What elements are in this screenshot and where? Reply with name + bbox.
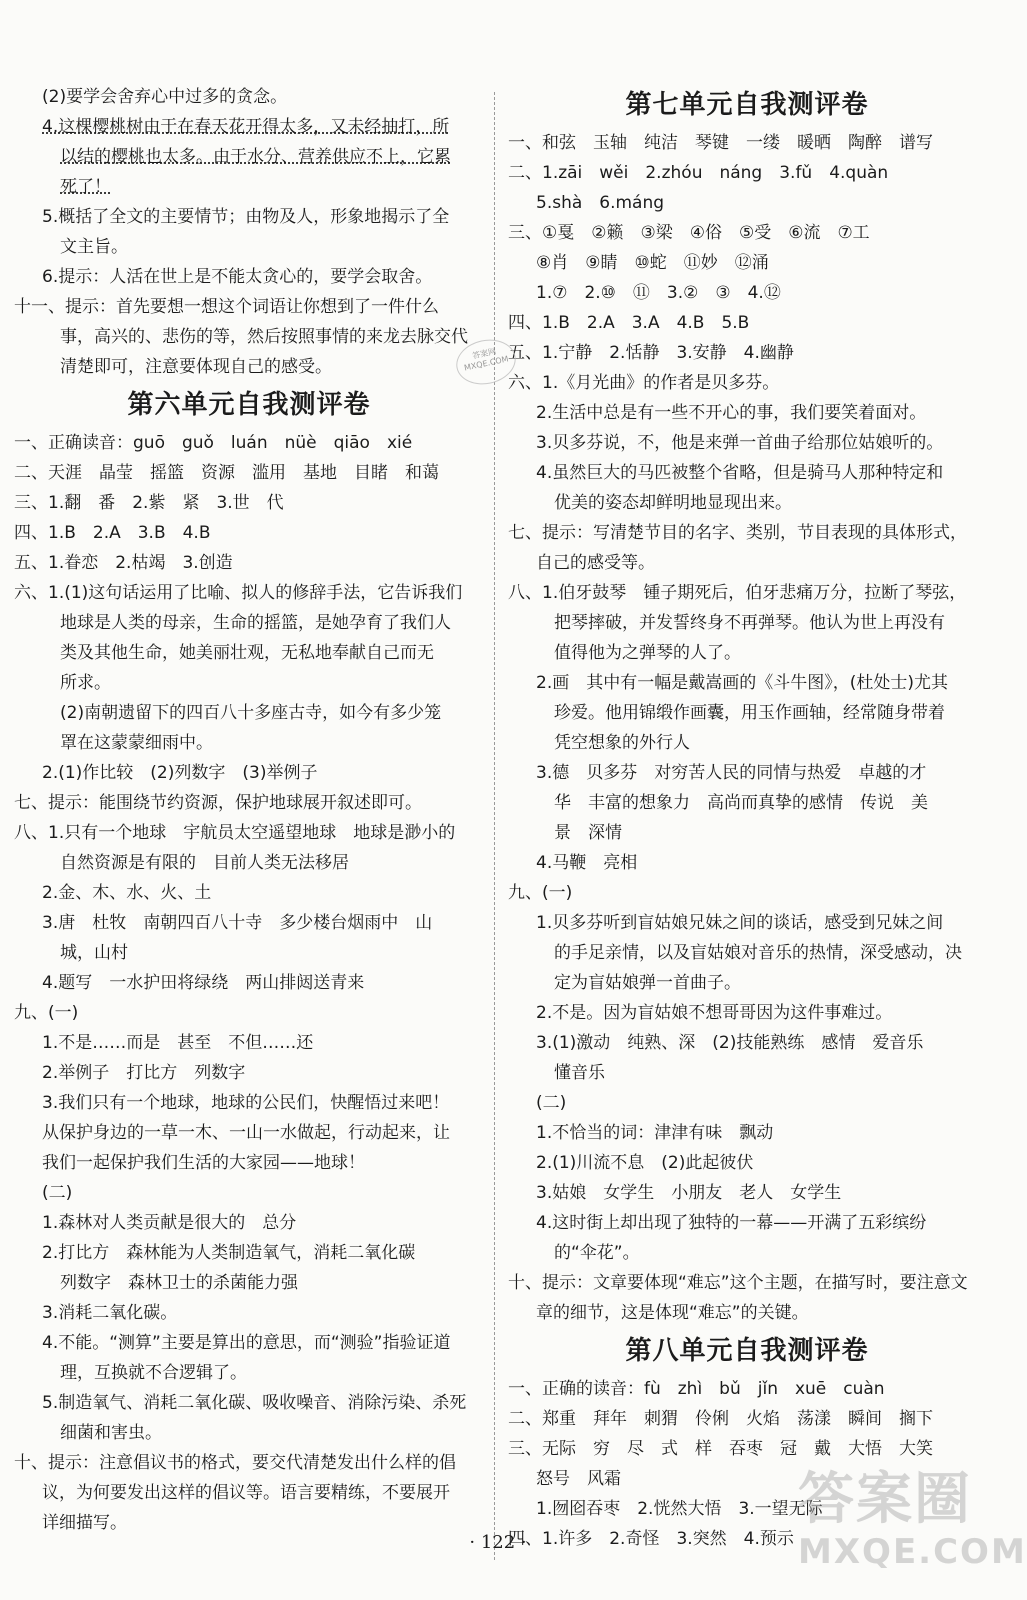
text-line: 一、正确读音：guō guǒ luán nüè qiāo xié xyxy=(14,433,413,453)
column-divider xyxy=(494,92,495,1560)
text-line: 列数字 森林卫士的杀菌能力强 xyxy=(60,1273,298,1293)
text-line: 4.这棵樱桃树由于在春天花开得太多，又未经抽打，所 xyxy=(42,117,450,137)
section-heading-unit-6: 第六单元自我测评卷 xyxy=(127,390,371,420)
text-line: 二、1.zāi wěi 2.zhóu náng 3.fǔ 4.quàn xyxy=(508,163,889,183)
watermark-text: MXQE.COM xyxy=(798,1532,1027,1572)
text-line: 九、(一) xyxy=(508,883,573,903)
text-line: 五、1.宁静 2.恬静 3.安静 4.幽静 xyxy=(508,343,794,363)
text-line: (2)南朝遗留下的四百八十多座古寺，如今有多少笼 xyxy=(60,703,442,723)
text-line: 值得他为之弹琴的人了。 xyxy=(554,643,741,663)
text-line: 地球是人类的母亲，生命的摇篮，是她孕育了我们人 xyxy=(60,613,451,633)
text-line: 自然资源是有限的 目前人类无法移居 xyxy=(60,853,349,873)
text-line: 自己的感受等。 xyxy=(536,553,655,573)
text-line: 4.这时街上却出现了独特的一幕——开满了五彩缤纷 xyxy=(536,1213,927,1233)
text-line: 三、无际 穷 尽 式 样 吞枣 冠 戴 大悟 大笑 xyxy=(508,1439,933,1459)
text-line: 3.唐 杜牧 南朝四百八十寺 多少楼台烟雨中 山 xyxy=(42,913,433,933)
text-line: 3.我们只有一个地球，地球的公民们，快醒悟过来吧！ xyxy=(42,1093,450,1113)
text-line: 九、(一) xyxy=(14,1003,79,1023)
text-line: 以结的樱桃也太多。由于水分、营养供应不上，它累 xyxy=(60,147,451,167)
text-line: 珍爱。他用锦缎作画囊，用玉作画轴，经常随身带着 xyxy=(554,703,945,723)
text-line: 1.不恰当的词：津津有味 飘动 xyxy=(536,1123,774,1143)
text-line: 3.消耗二氧化碳。 xyxy=(42,1303,178,1323)
text-line: 八、1.伯牙鼓琴 锺子期死后，伯牙悲痛万分，拉断了琴弦， xyxy=(508,583,967,603)
text-line: 1.贝多芬听到盲姑娘兄妹之间的谈话，感受到兄妹之间 xyxy=(536,913,944,933)
text-line: 六、1.《月光曲》的作者是贝多芬。 xyxy=(508,373,780,393)
text-line: 定为盲姑娘弹一首曲子。 xyxy=(554,973,741,993)
text-line: 五、1.眷恋 2.枯竭 3.创造 xyxy=(14,553,233,573)
text-line: 八、1.只有一个地球 宇航员太空遥望地球 地球是渺小的 xyxy=(14,823,456,843)
text-line: 的“伞花”。 xyxy=(554,1243,640,1263)
text-line: 2.金、木、水、火、土 xyxy=(42,883,212,903)
text-line: 从保护身边的一草一木、一山一水做起，行动起来，让 xyxy=(42,1123,450,1143)
section-heading-unit-7: 第七单元自我测评卷 xyxy=(625,90,869,120)
text-line: 3.德 贝多芬 对穷苦人民的同情与热爱 卓越的才 xyxy=(536,763,927,783)
text-line: 2.生活中总是有一些不开心的事，我们要笑着面对。 xyxy=(536,403,927,423)
text-line: 景 深情 xyxy=(554,823,622,843)
text-line: 十一、提示：首先要想一想这个词语让你想到了一件什么 xyxy=(14,297,439,317)
text-line: 5.概括了全文的主要情节；由物及人，形象地揭示了全 xyxy=(42,207,450,227)
text-line: 1.不是……而是 甚至 不但……还 xyxy=(42,1033,314,1053)
text-line: 细菌和害虫。 xyxy=(60,1423,162,1443)
text-line: 三、1.翻 番 2.紫 紧 3.世 代 xyxy=(14,493,284,513)
text-line: 5.制造氧气、消耗二氧化碳、吸收噪音、消除污染、杀死 xyxy=(42,1393,467,1413)
text-line: 3.(1)激动 纯熟、深 (2)技能熟练 感情 爱音乐 xyxy=(536,1033,924,1053)
text-line: 的手足亲情，以及盲姑娘对音乐的热情，深受感动，决 xyxy=(554,943,962,963)
watermark-logo: 答案圈 xyxy=(798,1467,972,1532)
text-line: 文主旨。 xyxy=(60,237,128,257)
text-line: 2.打比方 森林能为人类制造氧气，消耗二氧化碳 xyxy=(42,1243,416,1263)
text-line: 懂音乐 xyxy=(554,1063,605,1083)
text-line: 我们一起保护我们生活的大家园——地球！ xyxy=(42,1153,365,1173)
text-line: 3.贝多芬说，不，他是来弹一首曲子给那位姑娘听的。 xyxy=(536,433,944,453)
text-line: 优美的姿态却鲜明地显现出来。 xyxy=(554,493,792,513)
text-line: 1.囫囵吞枣 2.恍然大悟 3.一望无际 xyxy=(536,1499,823,1519)
text-line: 怒号 风霜 xyxy=(536,1469,621,1489)
text-line: 死了！ xyxy=(60,177,111,197)
text-line: 2.(1)川流不息 (2)此起彼伏 xyxy=(536,1153,754,1173)
text-line: 4.马鞭 亮相 xyxy=(536,853,638,873)
text-line: 城，山村 xyxy=(60,943,128,963)
text-line: 四、1.许多 2.奇怪 3.突然 4.预示 xyxy=(508,1529,794,1549)
text-line: 章的细节，这是体现“难忘”的关键。 xyxy=(536,1303,809,1323)
text-line: 所求。 xyxy=(60,673,111,693)
page-number: · 122 · xyxy=(469,1532,527,1553)
text-line: 四、1.B 2.A 3.B 4.B xyxy=(14,523,211,543)
text-line: 4.虽然巨大的马匹被整个省略，但是骑马人那种特定和 xyxy=(536,463,944,483)
text-line: 把琴摔破，并发誓终身不再弹琴。他认为世上再没有 xyxy=(554,613,945,633)
text-line: 一、正确的读音：fù zhì bǔ jǐn xuē cuàn xyxy=(508,1379,885,1399)
text-line: 七、提示：写清楚节目的名字、类别，节目表现的具体形式， xyxy=(508,523,967,543)
left-column xyxy=(14,82,484,1538)
text-line: 六、1.(1)这句话运用了比喻、拟人的修辞手法，它告诉我们 xyxy=(14,583,463,603)
text-line: 议，为何要发出这样的倡议等。语言要精练，不要展开 xyxy=(42,1483,450,1503)
stamp-text: 答案网 MXQE.COM xyxy=(463,346,510,373)
text-line: 3.姑娘 女学生 小朋友 老人 女学生 xyxy=(536,1183,842,1203)
section-heading-unit-8: 第八单元自我测评卷 xyxy=(625,1336,869,1366)
text-line: 2.举例子 打比方 列数字 xyxy=(42,1063,246,1083)
text-line: 4.不能。“测算”主要是算出的意思，而“测验”指验证道 xyxy=(42,1333,451,1353)
text-line: 2.(1)作比较 (2)列数字 (3)举例子 xyxy=(42,763,318,783)
text-line: 二、天涯 晶莹 摇篮 资源 滥用 基地 目睹 和蔼 xyxy=(14,463,439,483)
text-line: 一、和弦 玉轴 纯洁 琴键 一缕 暖晒 陶醉 谱写 xyxy=(508,133,933,153)
text-line: 详细描写。 xyxy=(42,1513,127,1533)
text-line: ⑧肖 ⑨睛 ⑩蛇 ⑪妙 ⑫涌 xyxy=(536,253,769,273)
text-line: 十、提示：注意倡议书的格式，要交代清楚发出什么样的倡 xyxy=(14,1453,456,1473)
text-line: (二) xyxy=(42,1183,73,1203)
text-line: 理，互换就不合逻辑了。 xyxy=(60,1363,247,1383)
text-line: 三、①戛 ②籁 ③梁 ④俗 ⑤受 ⑥流 ⑦工 xyxy=(508,223,870,243)
text-line: 6.提示：人活在世上是不能太贪心的，要学会取舍。 xyxy=(42,267,433,287)
text-line: 四、1.B 2.A 3.A 4.B 5.B xyxy=(508,313,750,333)
text-line: 1.⑦ 2.⑩ ⑪ 3.② ③ 4.⑫ xyxy=(536,283,781,303)
text-line: 七、提示：能围绕节约资源，保护地球展开叙述即可。 xyxy=(14,793,422,813)
text-line: 1.森林对人类贡献是很大的 总分 xyxy=(42,1213,297,1233)
watermark xyxy=(798,1467,1027,1584)
text-line: 5.shà 6.máng xyxy=(536,193,665,213)
text-line: 凭空想象的外行人 xyxy=(554,733,690,753)
text-line: 2.画 其中有一幅是戴嵩画的《斗牛图》，(杜处士)尤其 xyxy=(536,673,948,693)
text-line: 罩在这蒙蒙细雨中。 xyxy=(60,733,213,753)
right-column xyxy=(508,82,986,1554)
text-line: 4.题写 一水护田将绿绕 两山排闼送青来 xyxy=(42,973,365,993)
text-line: 十、提示：文章要体现“难忘”这个主题，在描写时，要注意文 xyxy=(508,1273,968,1293)
text-line: 清楚即可，注意要体现自己的感受。 xyxy=(60,357,332,377)
text-line: 华 丰富的想象力 高尚而真挚的感情 传说 美 xyxy=(554,793,928,813)
text-line: (2)要学会舍弃心中过多的贪念。 xyxy=(42,87,288,107)
text-line: 二、郑重 拜年 刺猬 伶俐 火焰 荡漾 瞬间 搁下 xyxy=(508,1409,933,1429)
text-line: 事，高兴的、悲伤的等，然后按照事情的来龙去脉交代 xyxy=(60,327,468,347)
text-line: (二) xyxy=(536,1093,567,1113)
text-line: 类及其他生命，她美丽壮观，无私地奉献自己而无 xyxy=(60,643,434,663)
text-line: 2.不是。因为盲姑娘不想哥哥因为这件事难过。 xyxy=(536,1003,893,1023)
